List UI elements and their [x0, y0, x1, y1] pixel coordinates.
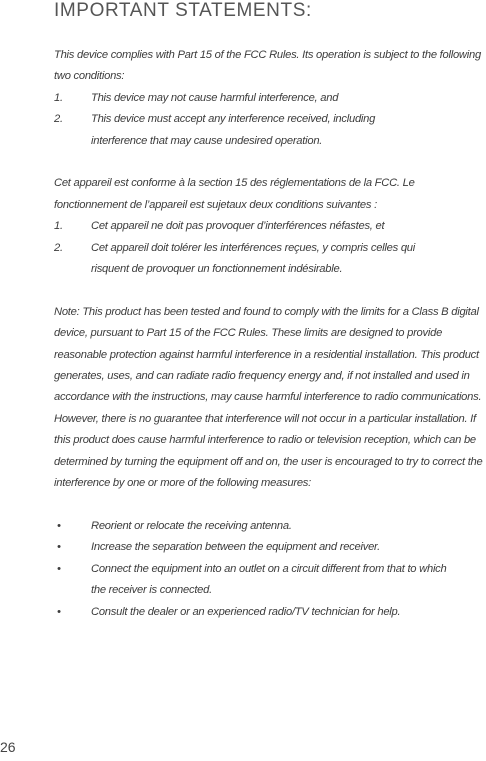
measure-text: Consult the dealer or an experienced radio/TV technician for help. — [91, 605, 401, 618]
page-number: 26 — [0, 739, 16, 755]
note-paragraph: Note: This product has been tested and found to comply with the limits for a Class B digital device, pursuant to Part 15 of the FCC Rules. These limits are designed to provide reasonable protection against harmful interference in a residential installation. This product generates, uses, and can radiate radio frequency energy and, if not installed and used in accordance with the instructions, may cause harmful interference to radio communications. — [54, 305, 482, 404]
bullet-icon: • — [57, 541, 61, 554]
condition-number: 1. — [54, 220, 63, 233]
condition-text: Cet appareil ne doit pas provoquer d’interférences néfastes, et — [91, 220, 385, 233]
measure-text: Connect the equipment into an outlet on a circuit different from that to which the receiver is connected. — [91, 562, 447, 597]
fcc-intro-fr: Cet appareil est conforme à la section 15 des réglementations de la FCC. Le fonctionnement de l’appareil est sujetaux deux conditions suivantes : — [54, 177, 415, 211]
paragraph-spacer — [54, 280, 486, 301]
fcc-condition-fr-1 — [54, 216, 486, 237]
note-paragraph-continued: However, there is no guarantee that interference will not occur in a particular installation. If this product does cause harmful interference to radio or television reception, which can be determined by turning the equipment off and on, the user is encouraged to try to correct the interference by one or more of the following measures: — [54, 412, 483, 490]
condition-text: This device may not cause harmful interference, and — [91, 91, 339, 104]
measure-text: Increase the separation between the equipment and receiver. — [91, 541, 380, 554]
fcc-condition-en-1 — [54, 88, 486, 109]
page-title: IMPORTANT STATEMENTS: — [54, 0, 312, 21]
paragraph-spacer — [54, 495, 486, 516]
condition-text: Cet appareil doit tolérer les interférences reçues, y compris celles qui risquent de provoquer un fonctionnement indésirable. — [91, 241, 415, 276]
statements-body — [54, 45, 486, 623]
bullet-icon: • — [57, 562, 61, 575]
measure-item-3 — [54, 559, 486, 602]
paragraph-spacer — [54, 152, 486, 173]
measure-item-1 — [54, 516, 486, 537]
condition-number: 1. — [54, 91, 63, 104]
measure-item-2 — [54, 537, 486, 558]
bullet-icon: • — [57, 605, 61, 618]
measure-item-4 — [54, 602, 486, 623]
fcc-intro-en: This device complies with Part 15 of the FCC Rules. Its operation is subject to the following two conditions: — [54, 49, 481, 83]
measure-text: Reorient or relocate the receiving antenna. — [91, 519, 292, 532]
condition-text: This device must accept any interference received, including interference that may cause undesired operation. — [91, 113, 376, 147]
fcc-condition-en-2 — [54, 109, 486, 152]
bullet-icon: • — [57, 519, 61, 532]
condition-number: 2. — [54, 241, 63, 254]
condition-number: 2. — [54, 113, 63, 126]
fcc-condition-fr-2 — [54, 238, 486, 281]
